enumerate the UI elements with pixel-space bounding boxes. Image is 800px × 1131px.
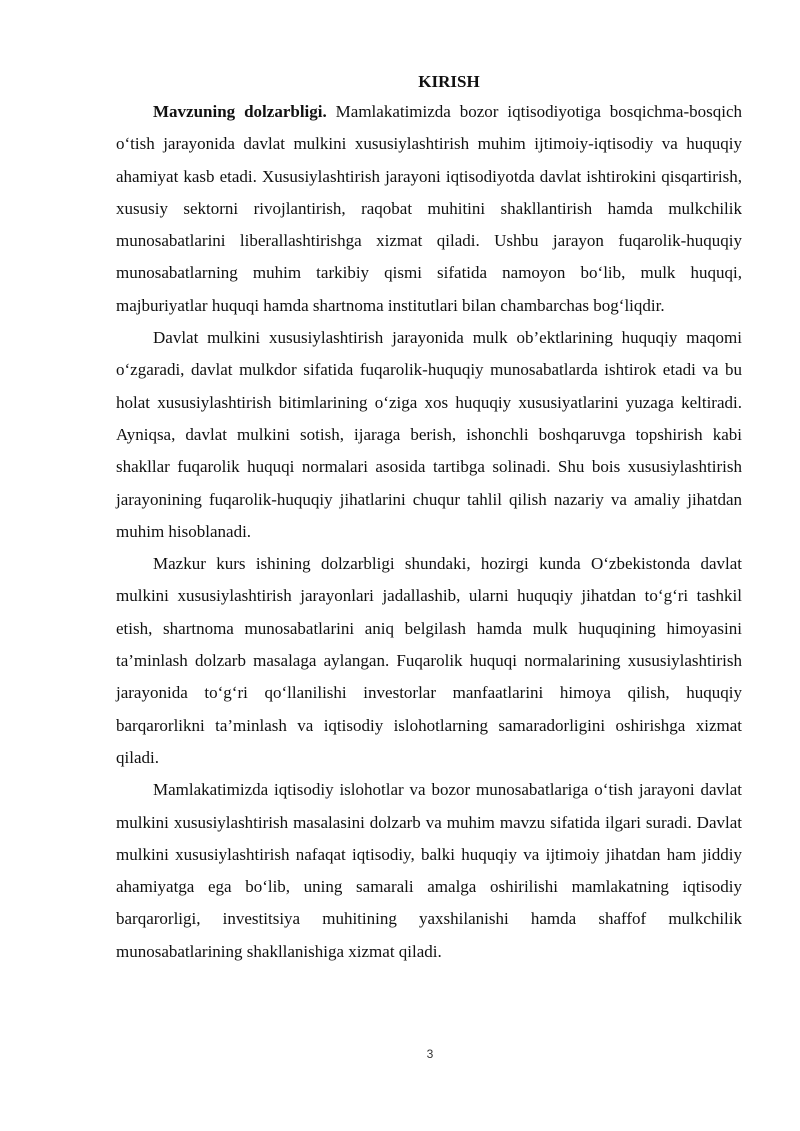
page-number: 3 [426, 1047, 434, 1061]
paragraph-text: Mamlakatimizda bozor iqtisodiyotiga bosqichma-bosqich o‘tish jarayonida davlat mulkini xususiylashtirish muhim ijtimoiy-iqtisodiy va huquqiy ahamiyat kasb etadi. Xususiylashtirish jarayoni iqtisodiyotda davlat ishtirokini qisqartirish, xususiy sektorni rivojlantirish, raqobat muhitini shakllantirish hamda mulkchilik munosabatlarini liberallashtirishga xizmat qiladi. Ushbu jarayon fuqarolik-huquqiy munosabatlarning muhim tarkibiy qismi sifatida namoyon bo‘lib, mulk huquqi, majburiyatlar huquqi hamda shartnoma institutlari bilan chambarchas bog‘liqdir. [116, 102, 742, 315]
paragraph-text: Mazkur kurs ishining dolzarbligi shundaki, hozirgi kunda O‘zbekistonda davlat mulkini xususiylashtirish jarayonlari jadallashib, ularni huquqiy jihatdan to‘g‘ri tashkil etish, shartnoma munosabatlarini aniq belgilash hamda mulk huquqining himoyasini ta’minlash dolzarb masalaga aylangan. Fuqarolik huquqi normalarining xususiylashtirish jarayonida to‘g‘ri qo‘llanilishi investorlar manfaatlarini himoya qilish, huquqiy barqarorlikni ta’minlash va iqtisodiy islohotlarning samaradorligini oshirishga xizmat qiladi. [116, 554, 742, 767]
paragraph-relevance [116, 96, 742, 322]
document-page [116, 72, 742, 968]
paragraph-text: Davlat mulkini xususiylashtirish jarayonida mulk ob’ektlarining huquqiy maqomi o‘zgaradi, davlat mulkdor sifatida fuqarolik-huquqiy munosabatlarda ishtirok etadi va bu holat xususiylashtirish bitimlarining o‘ziga xos huquqiy xususiyatlarini yuzaga keltiradi. Ayniqsa, davlat mulkini sotish, ijaraga berish, ishonchli boshqaruvga topshirish kabi shakllar fuqarolik huquqi normalari asosida tartibga solinadi. Shu bois xususiylashtirish jarayonining fuqarolik-huquqiy jihatlarini chuqur tahlil qilish nazariy va amaliy jihatdan muhim hisoblanadi. [116, 328, 742, 541]
paragraph-lead: Mavzuning dolzarbligi. [153, 102, 327, 121]
paragraph-course-work [116, 548, 742, 774]
paragraph-reforms [116, 774, 742, 968]
paragraph-state-property [116, 322, 742, 548]
paragraph-text: Mamlakatimizda iqtisodiy islohotlar va bozor munosabatlariga o‘tish jarayoni davlat mulkini xususiylashtirish masalasini dolzarb va muhim mavzu sifatida ilgari suradi. Davlat mulkini xususiylashtirish nafaqat iqtisodiy, balki huquqiy va ijtimoiy jihatdan ham jiddiy ahamiyatga ega bo‘lib, uning samarali amalga oshirilishi mamlakatning iqtisodiy barqarorligi, investitsiya muhitining yaxshilanishi hamda shaffof mulkchilik munosabatlarining shakllanishiga xizmat qiladi. [116, 780, 742, 961]
section-title: KIRISH [418, 72, 480, 91]
